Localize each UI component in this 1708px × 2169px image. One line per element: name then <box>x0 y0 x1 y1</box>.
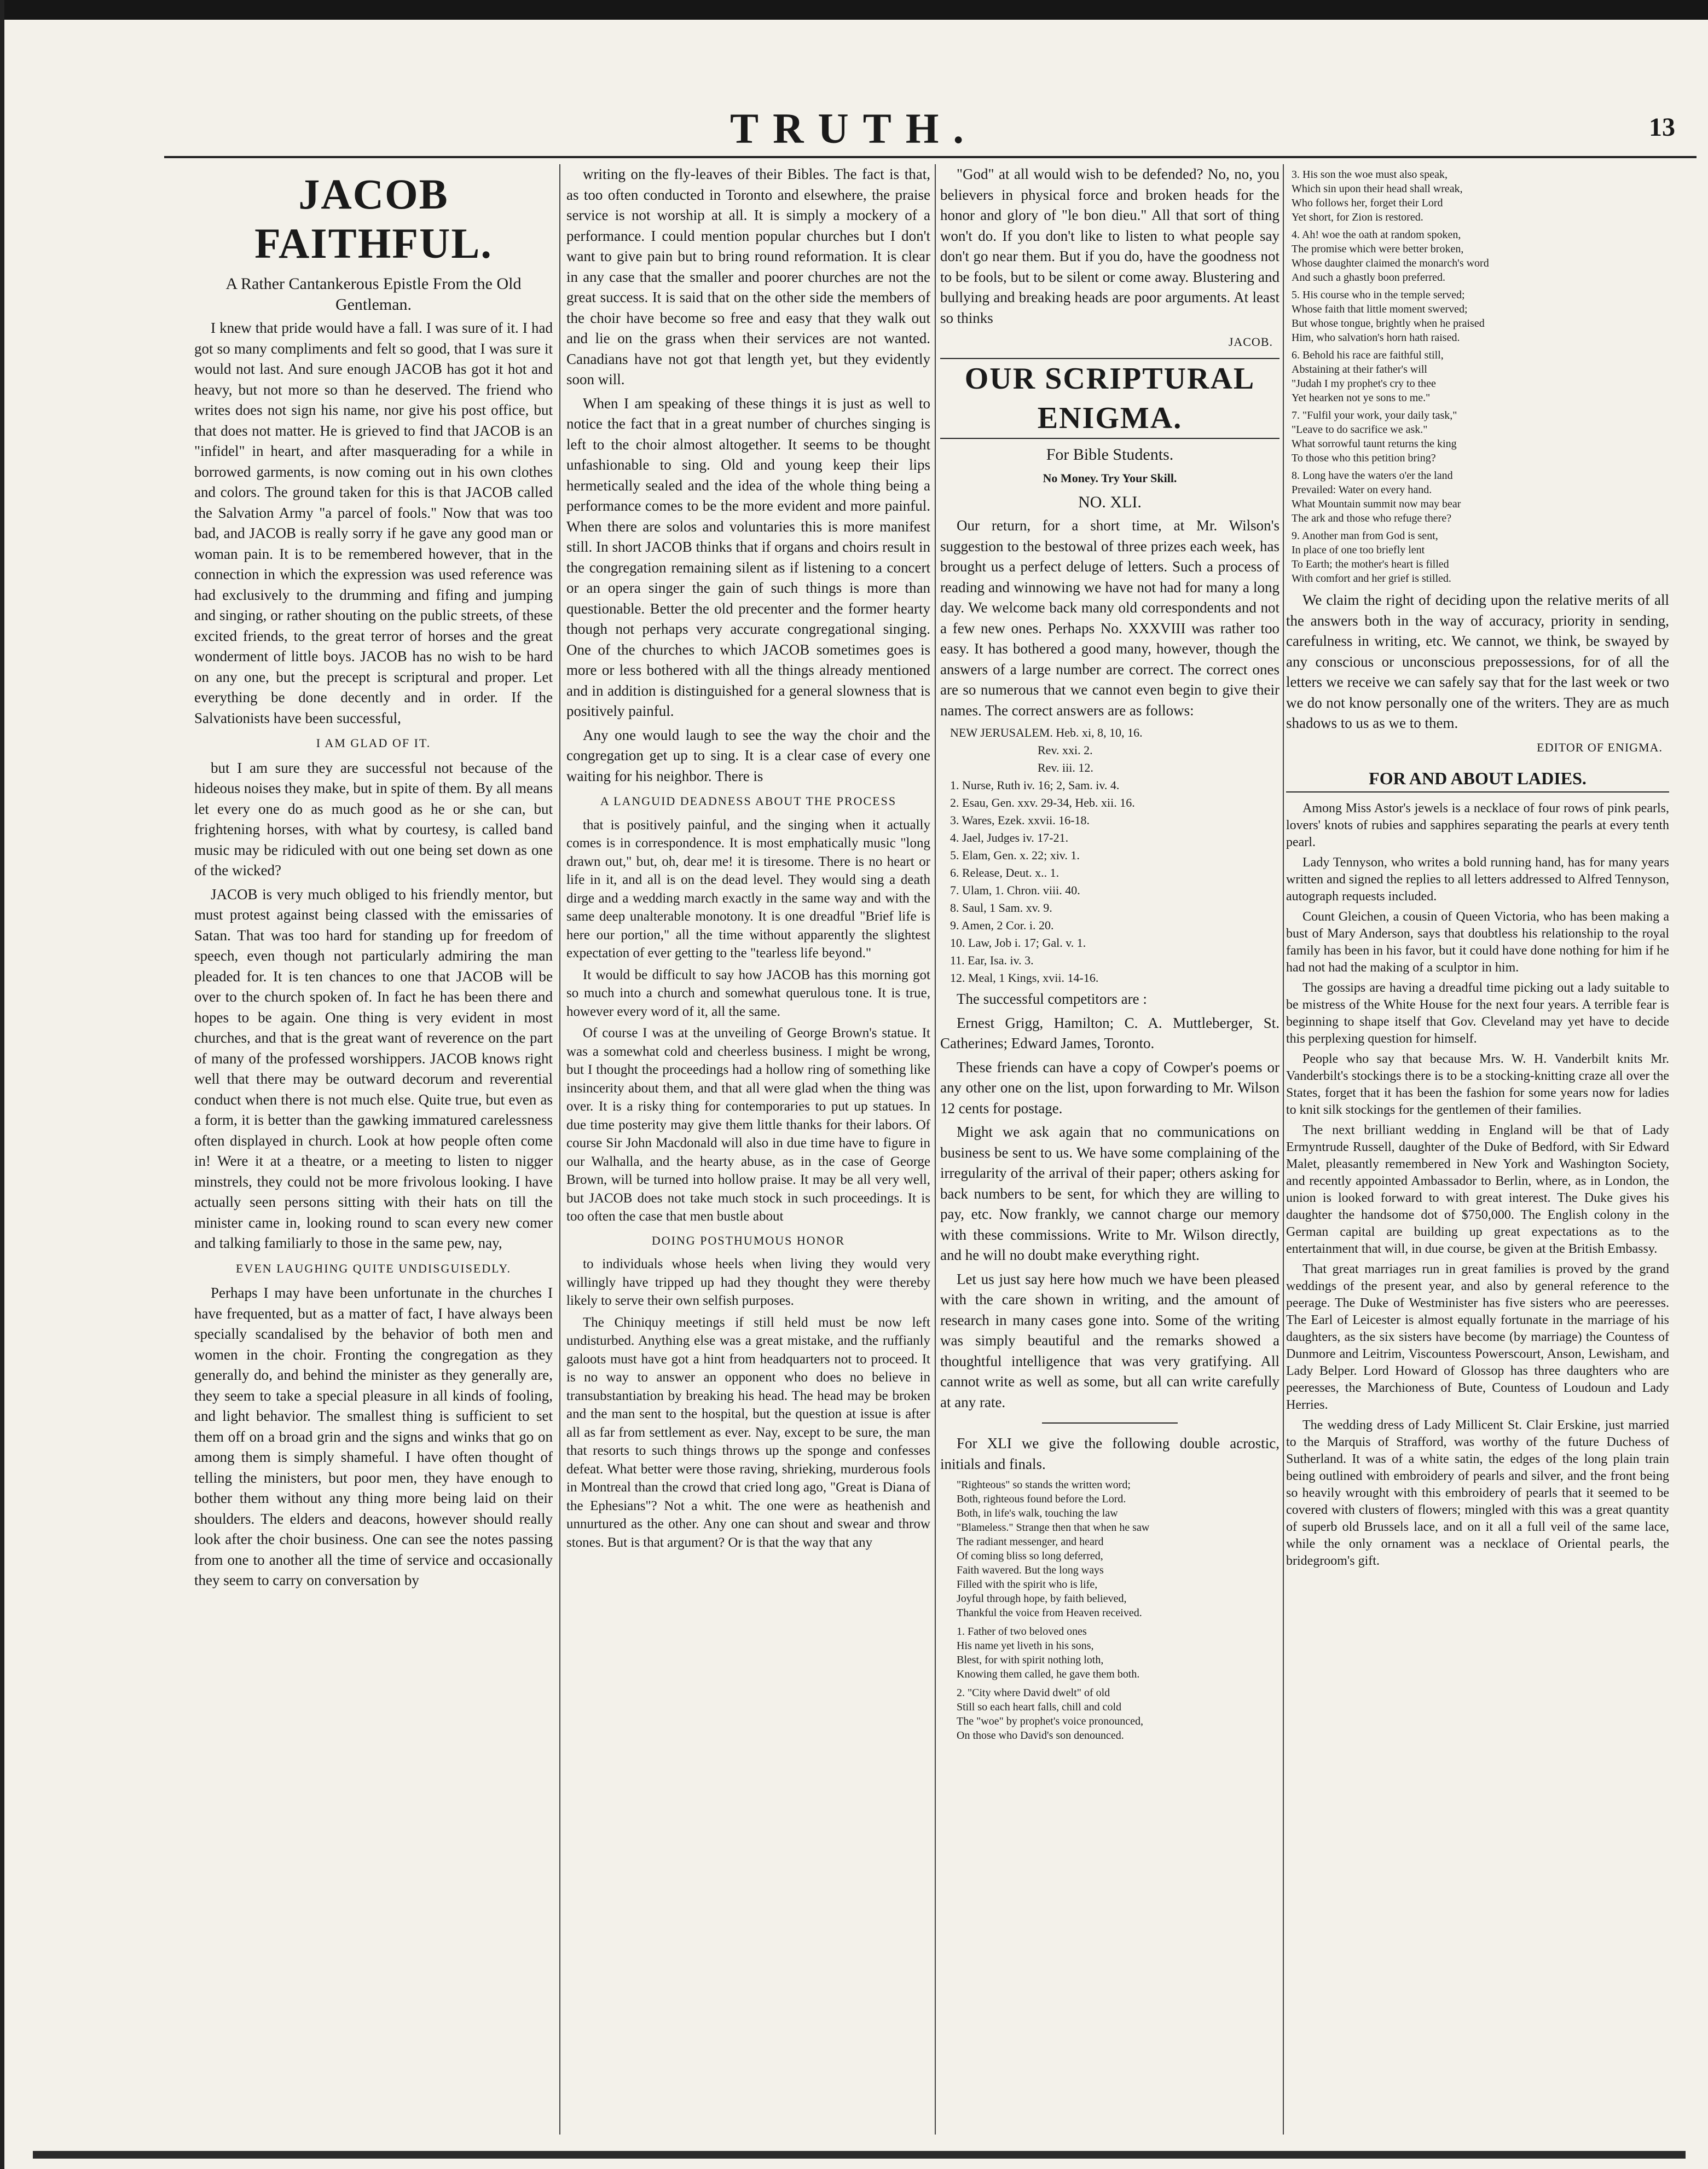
article-paragraph: but I am sure they are successful not because of the hideous noises they make, but in spite of them. By all means let every one do as much good as he or she can, but frightening horses, with what by courtesy, is called band music may be ridiculed with out one being set down as one of the wicked? <box>194 759 553 878</box>
clue-line: Whose daughter claimed the monarch's word <box>1292 257 1489 269</box>
clue-line: Abstaining at their father's will <box>1292 363 1427 375</box>
answer-item: 12. Meal, 1 Kings, xvii. 14-16. <box>950 971 1099 985</box>
column-3 <box>940 164 1279 2135</box>
article-paragraph: Perhaps I may have been unfortunate in the churches I have frequented, but as a matter of fact, I have always been specially scandalised by the behavior of both men and women in the choir. Fronting the congregation as they generally do, and behind the minister as they generally are, they seem to take a special pleasure in all kinds of fooling, and light behavior. The smallest thing is sufficient to set them off on a broad grin and the signs and winks that go on among them is simply shameful. I have often thought of telling the ministers, but poor men, they have enough to bother them without any thing more being laid on their shoulders. The elders and deacons, however should really look after the choir business. One can see the notes passing from one to another all the time of service and occasionally they seem to carry on conversation by <box>194 1285 553 1588</box>
article-paragraph: The wedding dress of Lady Millicent St. Clair Erskine, just married to the Marquis of Strafford, was worthy of the future Duchess of Sutherland. It was of a white satin, the edges of the long plain train being outlined with embroidery of pearls and silver, and the front being so heavily wrought with this embroidery of pearls that it seemed to be covered with clusters of flowers; mingled with this was a great quantity of superb old Brussels lace, and on it all a full veil of the same lace, while the only ornament was a necklace of Oriental pearls, the bridegroom's gift. <box>1286 1418 1669 1568</box>
article-paragraph: "God" at all would wish to be defended? No, no, you believers in physical force and broken heads for the honor and glory of "le bon dieu." All that sort of thing won't do. If you don't like to listen to what people say don't go near them. But if you do, have the goodness not to be fools, but to be silent or come away. Blustering and bullying and breaking heads are poor arguments. At least so thinks <box>940 166 1279 326</box>
article-paragraph: The gossips are having a dreadful time picking out a lady suitable to be mistress of the White House for the next four years. A terrible fear is beginning to shape itself that Gov. Cleveland may yet have to decide this perplexing question for himself. <box>1286 980 1669 1046</box>
clue-line: 2. "City where David dwelt" of old <box>957 1687 1110 1699</box>
winners-label: The successful competitors are : <box>957 991 1147 1007</box>
article-paragraph: That great marriages run in great families is proved by the grand weddings of the present year, and also by general reference to the peerage. The Duke of Westminister has five sisters who are peeresses. The Earl of Leicester is almost equally fortunate in the marriage of his daughters, as the six sisters have become (by marriage) the Countess of Dunmore and Leitrim, Viscountess Powerscourt, Anson, Lewisham, and Lady Belper. Lord Howard of Glossop has three daughters who are peeresses, the Marchioness of Bute, Countess of Loudoun and Lady Herries. <box>1286 1262 1669 1412</box>
winners-list: Ernest Grigg, Hamilton; C. A. Muttleberger, St. Catherines; Edward James, Toronto. <box>940 1014 1279 1051</box>
article-paragraph: writing on the fly-leaves of their Bibles. The fact is that, as too often conducted in Toronto and elsewhere, the praise service is not worship at all. It is simply a mockery of a performance. I could mention popular churches but I don't want to give pain but to bring round reformation. It is clear in any case that the smaller and poorer churches are not the great success. It is said that on the other side the members of the choir have become so free and easy that they walk out and lie on the grass when their services are not wanted. Canadians have not got that length yet, but they evidently soon will. <box>566 166 930 387</box>
answer-item: 7. Ulam, 1. Chron. viii. 40. <box>950 883 1080 897</box>
clue-line: The ark and those who refuge there? <box>1292 512 1452 524</box>
clue-line: In place of one too briefly lent <box>1292 544 1425 556</box>
article-signature: JACOB. <box>1228 335 1273 349</box>
clue-line: To Earth; the mother's heart is filled <box>1292 558 1449 570</box>
acrostic-poem <box>957 1478 1279 1620</box>
clue-line: 1. Father of two beloved ones <box>957 1626 1087 1638</box>
clue-line: On those who David's son denounced. <box>957 1730 1124 1742</box>
acrostic-clues <box>957 1624 1279 1743</box>
clue-line: "Judah I my prophet's cry to thee <box>1292 378 1436 390</box>
answer-item: 8. Saul, 1 Sam. xv. 9. <box>950 901 1052 915</box>
column-4 <box>1286 164 1669 2135</box>
clue-line: But whose tongue, brightly when he praised <box>1292 317 1485 329</box>
answer-item: 11. Ear, Isa. iv. 3. <box>950 953 1034 967</box>
answer-item: 4. Jael, Judges iv. 17-21. <box>950 831 1069 845</box>
clue-line: Still so each heart falls, chill and cold <box>957 1701 1122 1713</box>
poem-line: Of coming bliss so long deferred, <box>957 1550 1103 1562</box>
answer-item: 10. Law, Job i. 17; Gal. v. 1. <box>950 936 1086 950</box>
clue-line: To those who this petition bring? <box>1292 452 1436 464</box>
article-paragraph: Let us just say here how much we have been pleased with the care shown in writing, and the amount of research in many cases gone into. Some of the writing was simply beautiful and the remarks showed a thoughtful intelligence that was very gratifying. All cannot write as well as some, but all can write carefully at any rate. <box>940 1270 1279 1410</box>
article-paragraph: We claim the right of deciding upon the relative merits of all the answers both in the way of accuracy, priority in sending, carefulness in writing, etc. We cannot, we think, be swayed by any conscious or unconscious prepossessions, for of all the letters we receive we can safely say that for the last week or two we do not know personally one of the writers. They are as much shadows to us as we to them. <box>1286 592 1669 731</box>
poem-line: Thankful the voice from Heaven received. <box>957 1607 1142 1619</box>
clue-line: "Leave to do sacrifice we ask." <box>1292 424 1428 436</box>
article-paragraph: I knew that pride would have a fall. I was sure of it. I had got so many compliments and felt so good, that I was sure it would not last. And sure enough JACOB has got it hot and heavy, but not more so than he deserved. The friend who writes does not sign his name, nor give his post office, but that does not matter. He is grieved to find that JACOB is an "infidel" in heart, and after masquerading for a while in borrowed garments, is now coming out in his own clothes and colors. The ground taken for this is that JACOB called the Salvation Army "a parcel of fools." Now that was too bad, and JACOB is really sorry if he gave any good man or woman pain. It is to be remembered however, that in the connection in which the expression was used reference was had exclusively to the drumming and fifing and jumping and singing, or rather shouting on the public streets, of these excited friends, to the great terror of horses and the great wonderment of little boys. JACOB has no wish to be hard on any one, but the precept is scriptural and proper. Let everything be done decently and in order. If the Salvationists have been successful, <box>194 320 553 726</box>
article-paragraph: Our return, for a short time, at Mr. Wilson's suggestion to the bestowal of three prizes each week, has brought us a perfect deluge of letters. Such a process of reading and winnowing we have not had for many a long day. We welcome back many old correspondents and not a few new ones. Perhaps No. XXXVIII was rather too easy. It has bothered a good many, however, though the answers of a large number are correct. The correct ones are so numerous that we cannot even begin to give their names. The correct answers are as follows: <box>940 517 1279 719</box>
answer-item: Rev. iii. 12. <box>1038 761 1093 774</box>
enigma-tagline: No Money. Try Your Skill. <box>1043 471 1177 485</box>
acrostic-intro: For XLI we give the following double acrostic, initials and finals. <box>940 1435 1279 1472</box>
answer-item: 3. Wares, Ezek. xxvii. 16-18. <box>950 813 1090 827</box>
column-divider <box>559 164 560 2135</box>
article-paragraph: When I am speaking of these things it is just as well to notice the fact that in a great number of churches singing is left to the choir almost altogether. It seems to be thought unfashionable to sing. Old and young keep their lips hermetically sealed and the idea of the whole thing being a performance comes to be the more evident and more painful. When there are solos and voluntaries this is more manifest still. In short JACOB thinks that if organs and choirs result in the congregation remaining silent as if listening to a concert or an opera singer the gain of such things is more than questionable. Better the old precenter and the former hearty though not perhaps very accurate congregational singing. One of the churches to which JACOB sometimes goes is more or less bothered with all the things already mentioned and in addition is distinguished for a general slowness that is positively painful. <box>566 395 930 719</box>
masthead: TRUTH. <box>730 105 978 152</box>
clue-line: The "woe" by prophet's voice pronounced, <box>957 1715 1143 1727</box>
poem-line: Joyful through hope, by faith believed, <box>957 1593 1127 1605</box>
clue-line: His name yet liveth in his sons, <box>957 1640 1094 1652</box>
clue-line: 5. His course who in the temple served; <box>1292 289 1465 301</box>
divider <box>1042 1422 1178 1424</box>
article-paragraph: Might we ask again that no communications on business be sent to us. We have some complaining of the irregularity of the arrival of their paper; others asking for back numbers to be sent, for which they are willing to pay, etc. Now frankly, we cannot charge our memory with these commissions. Write to Mr. Wilson directly, and he will no doubt make everything right. <box>940 1124 1279 1263</box>
clue-line: Whose faith that little moment swerved; <box>1292 303 1468 315</box>
clue-line: With comfort and her grief is stilled. <box>1292 572 1451 585</box>
clue-line: Him, who salvation's horn hath raised. <box>1292 332 1460 344</box>
poem-line: "Blameless." Strange then that when he saw <box>957 1522 1150 1534</box>
clue-line: Yet hearken not ye sons to me." <box>1292 392 1431 404</box>
clue-line: 9. Another man from God is sent, <box>1292 530 1438 542</box>
clue-line: What sorrowful taunt returns the king <box>1292 438 1457 450</box>
answer-item: Rev. xxi. 2. <box>1038 743 1093 757</box>
article-paragraph: The next brilliant wedding in England will be that of Lady Ermyntrude Russell, daughter of the Duke of Bedford, with Sir Edward Malet, pleasantly remembered in New York and Washington Society, and recently appointed Ambassador to Berlin, where, as in London, the union is looked forward to with great interest. The Duke gives his daughter the handsome dot of $750,000. The English colony in the German capital are building up great expectations as to the entertainment that will, in due course, be given at the British Embassy. <box>1286 1123 1669 1256</box>
answer-item: 1. Nurse, Ruth iv. 16; 2, Sam. iv. 4. <box>950 778 1120 792</box>
article-paragraph: that is positively painful, and the singing when it actually comes is in correspondence. It is most emphatically music "long drawn out," but, oh, dear me! it is tiresome. There is no heart or life in it, and all is on the dead level. They would sing a death dirge and a wedding march exactly in the same way and with the same deep unalterable monotony. It is one dreadful "Brief life is here our portion," all the time without apparently the slightest expectation of ever getting to the "tearless life beyond." <box>566 817 930 961</box>
clue-line: Which sin upon their head shall wreak, <box>1292 183 1463 195</box>
article-paragraph: to individuals whose heels when living they would very willingly have tripped up had they thought they were thereby likely to serve their own selfish purposes. <box>566 1257 930 1308</box>
poem-line: Both, righteous found before the Lord. <box>957 1493 1126 1505</box>
article-headline: JACOB FAITHFUL. <box>254 170 493 267</box>
clue-line: 6. Behold his race are faithful still, <box>1292 349 1444 361</box>
article-paragraph: Count Gleichen, a cousin of Queen Victoria, who has been making a bust of Mary Anderson, says that doubtless his relationship to the royal family has been in his favor, but it could have done nothing for him if he had not had the making of a sculptor in him. <box>1286 909 1669 975</box>
acrostic-clues-continued <box>1292 167 1669 586</box>
clue-line: Who follows her, forget their Lord <box>1292 197 1443 209</box>
poem-line: Filled with the spirit who is life, <box>957 1578 1098 1590</box>
answer-item: 6. Release, Deut. x.. 1. <box>950 866 1059 880</box>
article-paragraph: Lady Tennyson, who writes a bold running hand, has for many years written and signed the replies to all letters addressed to Alfred Tennyson, autograph requests included. <box>1286 855 1669 904</box>
clue-line: Prevailed: Water on every hand. <box>1292 484 1432 496</box>
clue-line: 7. "Fulfil your work, your daily task," <box>1292 409 1457 421</box>
poem-line: The radiant messenger, and heard <box>957 1536 1104 1548</box>
column-divider <box>1283 164 1284 2135</box>
poem-line: Both, in life's walk, touching the law <box>957 1507 1118 1519</box>
clue-line: Blest, for with spirit nothing loth, <box>957 1654 1104 1666</box>
article-paragraph: JACOB is very much obliged to his friendly mentor, but must protest against being classed with the emissaries of Satan. That was too hard for standing up for freedom of speech, even though not particularly admiring the man pleaded for. It is ten chances to one that JACOB will be over to the church spoken of. In fact he has been there and hopes to be again. One thing is very evident in most churches, and that is the great want of reverence on the part of many of the professed worshippers. JACOB knows right well that there may be outward decorum and reverential conduct when there is not much else. Quite true, but even as a form, it is better than the gawking immatured carelessness often displayed in church. Look at how people often come in! Were it at a theatre, or a meeting to listen to nigger minstrels, they could not be more frivolous looking. I have actually seen persons sitting with their hats on till the minister came in, looking round to scan every new comer and talking familiarly to those in the same pew, nay, <box>194 886 553 1251</box>
enigma-headline: OUR SCRIPTURAL ENIGMA. <box>940 358 1279 439</box>
article-paragraph: Of course I was at the unveiling of George Brown's statue. It was a somewhat cold and cheerless business. I might be wrong, but I thought the proceedings had a hollow ring of something like insincerity about them, and that all were glad when the thing was over. It is a risky thing for contemporaries to put up statues. In due time posterity may give them little thanks for their labors. Of course Sir John Macdonald will also in due time have to figure in our Walhalla, and the hearty abuse, as in the case of George Brown, will be turned into hollow praise. It may be all very well, but JACOB does not take much stock in such proceedings. It is too often the case that men bustle about <box>566 1026 930 1224</box>
section-heading: I AM GLAD OF IT. <box>316 736 431 750</box>
poem-line: Faith wavered. But the long ways <box>957 1564 1104 1576</box>
clue-line: 8. Long have the waters o'er the land <box>1292 470 1453 482</box>
article-paragraph: These friends can have a copy of Cowper's poems or any other one on the list, upon forwarding to Mr. Wilson 12 cents for postage. <box>940 1059 1279 1117</box>
clue-line: 4. Ah! woe the oath at random spoken, <box>1292 229 1461 241</box>
enigma-number: NO. XLI. <box>1078 493 1142 511</box>
column-2 <box>566 164 930 2135</box>
section-heading: A LANGUID DEADNESS ABOUT THE PROCESS <box>600 794 897 808</box>
column-divider <box>935 164 936 2135</box>
clue-line: What Mountain summit now may bear <box>1292 498 1461 510</box>
clue-line: The promise which were better broken, <box>1292 243 1464 255</box>
answer-item: 2. Esau, Gen. xxv. 29-34, Heb. xii. 16. <box>950 796 1135 809</box>
section-heading: EVEN LAUGHING QUITE UNDISGUISEDLY. <box>236 1261 511 1275</box>
clue-line: 3. His son the woe must also speak, <box>1292 169 1448 181</box>
editor-signature: EDITOR OF ENIGMA. <box>1537 740 1663 754</box>
scan-border-bottom <box>33 2151 1686 2159</box>
clue-line: And such a ghastly boon preferred. <box>1292 271 1446 284</box>
article-paragraph: People who say that because Mrs. W. H. Vanderbilt knits Mr. Vanderbilt's stockings there is to be a stocking-knitting craze all over the States, forget that it has been the fashion for some years now for ladies to knit silk stockings for the gentlemen of their families. <box>1286 1051 1669 1117</box>
poem-line: "Righteous" so stands the written word; <box>957 1479 1131 1491</box>
clue-line: Yet short, for Zion is restored. <box>1292 211 1423 223</box>
answer-item: 9. Amen, 2 Cor. i. 20. <box>950 918 1054 932</box>
column-1 <box>194 164 553 2135</box>
answer-list <box>950 724 1279 987</box>
article-paragraph: Any one would laugh to see the way the choir and the congregation get up to sing. It is a clear case of every one waiting for his neighbor. There is <box>566 726 930 784</box>
section-heading: DOING POSTHUMOUS HONOR <box>651 1233 846 1247</box>
clue-line: Knowing them called, he gave them both. <box>957 1668 1140 1680</box>
scan-border-left <box>0 0 4 2169</box>
answer-item: 5. Elam, Gen. x. 22; xiv. 1. <box>950 848 1080 862</box>
article-paragraph: Among Miss Astor's jewels is a necklace of four rows of pink pearls, lovers' knots of rubies and sapphires separating the pearls at every tenth pearl. <box>1286 801 1669 849</box>
answer-item: NEW JERUSALEM. Heb. xi, 8, 10, 16. <box>950 726 1143 739</box>
enigma-subhead: For Bible Students. <box>1046 445 1174 464</box>
article-subhead: A Rather Cantankerous Epistle From the Old Gentleman. <box>225 275 522 314</box>
scan-border-top <box>0 0 1708 20</box>
article-paragraph: The Chiniquy meetings if still held must be now left undisturbed. Anything else was a great mistake, and the ruffianly galoots must have got a hint from headquarters not to proceed. It is no way to answer an opponent who does no believe in transubstantiation by breaking his head. The head may be broken and the man sent to the hospital, but the question at issue is after all as far from settlement as ever. Nay, except to be sure, the man that resorts to such things throws up the sponge and confesses defeat. What better were those raving, shrieking, murderous fools in Montreal than the crowd that cried long ago, "Great is Diana of the Ephesians"? Not a whit. The one were as heathenish and unnurtured as the other. Any one can shout and swear and throw stones. But is that argument? Or is that the way that any <box>566 1315 930 1550</box>
ladies-headline: FOR AND ABOUT LADIES. <box>1286 768 1669 793</box>
article-paragraph: It would be difficult to say how JACOB has this morning got so much into a church and somewhat querulous tone. It is true, however every word of it, all the same. <box>566 967 930 1019</box>
header-rule <box>164 156 1697 158</box>
page-number: 13 <box>1649 113 1675 142</box>
